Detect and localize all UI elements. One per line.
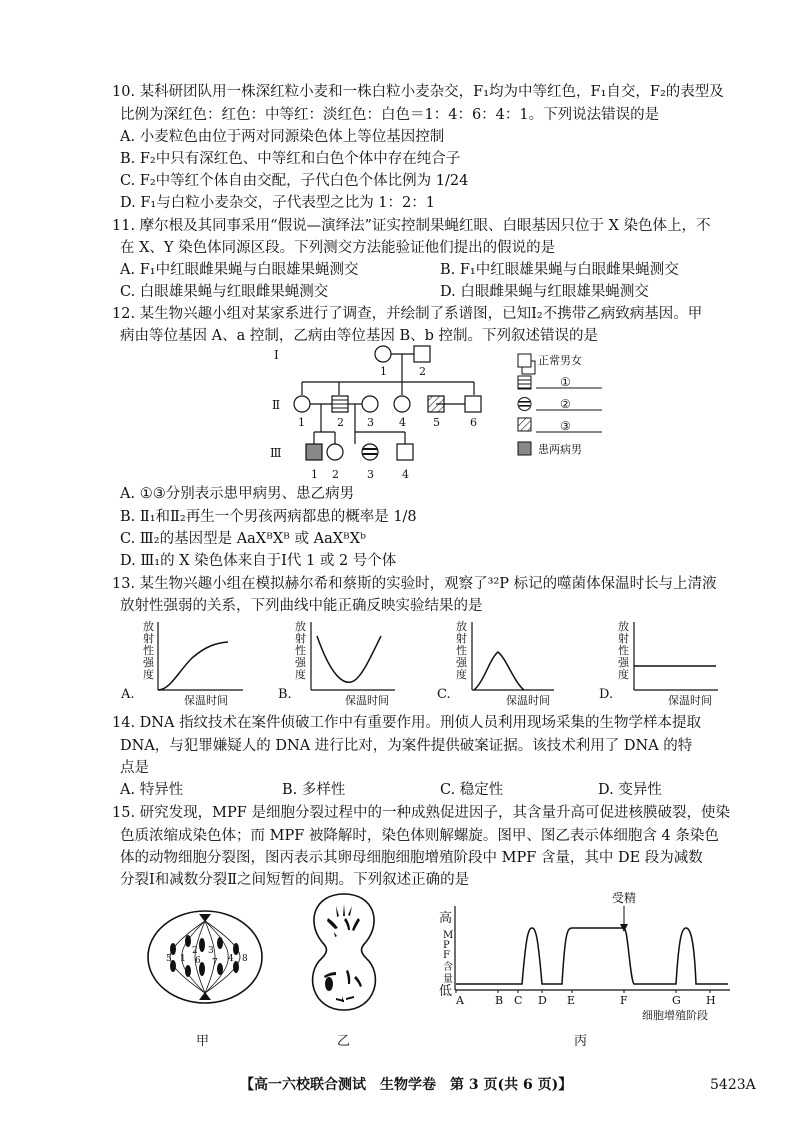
- mpf-fertilization-label: 受精: [612, 892, 637, 905]
- pedigree-II2-male-type1: [332, 396, 348, 412]
- fig-jia-caption: 甲: [196, 1034, 210, 1049]
- q13-stem-line1: 13. 某生物兴趣小组在模拟赫尔希和蔡斯的实验时，观察了³²P 标记的噬菌体保温时长与上清液: [112, 576, 717, 592]
- pedigree-I2-male: [414, 346, 430, 362]
- q11-option-a: A. F₁中红眼雌果蝇与白眼雄果蝇测交: [120, 262, 359, 278]
- svg-text:4: 4: [228, 954, 234, 964]
- mpf-y-high: 高: [439, 911, 453, 926]
- svg-text:射: 射: [618, 632, 629, 645]
- pedigree-I1-female: [375, 346, 391, 362]
- svg-text:性: 性: [295, 644, 306, 657]
- q13-curve-c: [474, 652, 524, 690]
- svg-text:强: 强: [456, 656, 467, 669]
- q13-curve-a: [158, 642, 228, 690]
- pedigree-gen-III-label: Ⅲ: [270, 446, 282, 460]
- pedigree-III1-male-both: [306, 444, 322, 460]
- footer-title: 【高一六校联合测试 生物学卷 第 3 页(共 6 页)】: [240, 1077, 573, 1093]
- svg-text:7: 7: [212, 958, 218, 968]
- q12-stem-line1: 12. 某生物兴趣小组对某家系进行了调查，并绘制了系谱图，已知Ⅰ₂不携带乙病致病基因。甲: [112, 306, 703, 322]
- pedigree-III4-male: [397, 444, 413, 460]
- pedigree-num: 2: [332, 468, 339, 481]
- mpf-point: C: [514, 994, 523, 1007]
- q12-option-b: B. Ⅱ₁和Ⅱ₂再生一个男孩两病都患的概率是 1/8: [120, 509, 417, 525]
- q13-graph-a: [118, 616, 253, 708]
- pedigree-II3-female: [362, 396, 378, 412]
- q13-graph-b: [275, 616, 410, 708]
- q10-stem-line2: 比例为深红色：红色：中等红：淡红色：白色＝1：4：6：4：1。下列说法错误的是: [120, 107, 660, 123]
- q13-stem-line2: 放射性强弱的关系，下列曲线中能正确反映实验结果的是: [120, 598, 483, 614]
- svg-text:性: 性: [143, 644, 154, 657]
- fig-jia-cell: [140, 905, 270, 1010]
- svg-text:射: 射: [295, 632, 306, 645]
- svg-text:P: P: [443, 940, 450, 951]
- fig-bing-caption: 丙: [574, 1034, 588, 1049]
- q13-graph-d: [596, 616, 731, 708]
- q10-option-b: B. F₂中只有深红色、中等红和白色个体中存在纯合子: [120, 151, 461, 167]
- pedigree-num: 3: [367, 468, 374, 481]
- fig-yi-cell: [296, 888, 392, 1016]
- svg-text:度: 度: [295, 668, 306, 681]
- svg-text:8: 8: [242, 954, 248, 964]
- svg-text:保温时间: 保温时间: [345, 694, 389, 707]
- q14-stem-line1: 14. DNA 指纹技术在案件侦破工作中有重要作用。刑侦人员利用现场采集的生物学样本提取: [112, 715, 702, 731]
- q14-option-d: D. 变异性: [598, 782, 662, 798]
- pedigree-III3-female-type2: [362, 444, 378, 460]
- svg-text:放: 放: [618, 620, 629, 633]
- svg-text:F: F: [443, 950, 450, 961]
- svg-text:5: 5: [166, 954, 172, 964]
- pedigree-gen-I-label: Ⅰ: [274, 348, 279, 362]
- pedigree-num: 6: [470, 416, 477, 429]
- mpf-point: G: [672, 994, 681, 1007]
- svg-text:放: 放: [143, 620, 154, 633]
- pedigree-gen-II-label: Ⅱ: [272, 398, 281, 412]
- q10-option-a: A. 小麦粒色由位于两对同源染色体上等位基因控制: [120, 129, 445, 145]
- mpf-point: E: [567, 994, 576, 1007]
- q13-option-a-label: A.: [121, 687, 135, 702]
- pedigree-num: 2: [337, 416, 344, 429]
- legend-type3-label: ③: [560, 419, 571, 433]
- mpf-point: F: [620, 994, 628, 1007]
- svg-text:性: 性: [456, 644, 467, 657]
- pedigree-num: 1: [311, 468, 318, 481]
- pedigree-num: 4: [399, 416, 406, 429]
- q14-stem-line3: 点是: [120, 760, 149, 776]
- svg-text:2: 2: [192, 946, 198, 956]
- q11-stem-line2: 在 X、Y 染色体同源区段。下列测交方法能验证他们提出的假说的是: [120, 240, 556, 256]
- svg-text:强: 强: [618, 656, 629, 669]
- q11-option-b: B. F₁中红眼雄果蝇与白眼雌果蝇测交: [440, 262, 679, 278]
- svg-text:量: 量: [443, 974, 453, 985]
- svg-text:保温时间: 保温时间: [184, 694, 228, 707]
- pedigree-II4-female: [394, 396, 410, 412]
- mpf-point: A: [456, 994, 464, 1007]
- fig-yi-caption: 乙: [337, 1034, 351, 1049]
- q13-option-b-label: B.: [278, 687, 292, 702]
- pedigree-III2-female: [327, 444, 343, 460]
- q15-stem-line2: 色质浓缩成染色体；而 MPF 被降解时，染色体则解螺旋。图甲、图乙表示体细胞含 4 条染色: [120, 828, 719, 844]
- q12-stem-line2: 病由等位基因 A、a 控制，乙病由等位基因 B、b 控制。下列叙述错误的是: [120, 328, 598, 344]
- svg-text:强: 强: [295, 656, 306, 669]
- svg-text:度: 度: [456, 668, 467, 681]
- pedigree-num: 1: [298, 416, 305, 429]
- pedigree-legend: [516, 350, 626, 466]
- pedigree-II5-male-type3: [428, 396, 444, 412]
- q13-graph-c: [434, 616, 569, 708]
- svg-text:保温时间: 保温时间: [506, 694, 550, 707]
- q11-option-d: D. 白眼雌果蝇与红眼雄果蝇测交: [440, 284, 649, 300]
- mpf-point: H: [706, 994, 716, 1007]
- q10-stem-line1: 10. 某科研团队用一株深红粒小麦和一株白粒小麦杂交，F₁均为中等红色，F₁自交，F₂的表型及: [112, 84, 724, 100]
- q13-option-d-label: D.: [599, 687, 614, 702]
- mpf-point: D: [538, 994, 547, 1007]
- svg-text:含: 含: [443, 962, 453, 973]
- q14-option-b: B. 多样性: [282, 782, 346, 798]
- svg-text:1: 1: [180, 954, 186, 964]
- pedigree-II1-female: [294, 396, 310, 412]
- q15-stem-line3: 体的动物细胞分裂图，图丙表示其卵母细胞细胞增殖阶段中 MPF 含量，其中 DE 段为减数: [120, 850, 703, 866]
- svg-text:6: 6: [195, 956, 201, 966]
- q10-option-d: D. F₁与白粒小麦杂交，子代表型之比为 1：2：1: [120, 195, 435, 211]
- footer-code: 5423A: [710, 1077, 756, 1093]
- q10-option-c: C. F₂中等红个体自由交配，子代白色个体比例为 1/24: [120, 173, 469, 189]
- mpf-y-low: 低: [439, 984, 453, 999]
- pedigree-II6-male: [465, 396, 481, 412]
- q13-curve-b: [317, 636, 381, 682]
- pedigree-num: 2: [419, 365, 426, 378]
- svg-text:放: 放: [456, 620, 467, 633]
- legend-type1-label: ①: [560, 375, 571, 389]
- legend-both-label: 患两病男: [538, 443, 582, 456]
- pedigree-num: 4: [402, 468, 409, 481]
- pedigree-num: 1: [380, 365, 387, 378]
- q15-stem-line1: 15. 研究发现，MPF 是细胞分裂过程中的一种成熟促进因子，其含量升高可促进核膜破裂，使染: [112, 805, 730, 821]
- q13-option-c-label: C.: [437, 687, 451, 702]
- svg-text:M: M: [443, 930, 454, 941]
- svg-text:射: 射: [456, 632, 467, 645]
- svg-text:强: 强: [143, 656, 154, 669]
- mpf-curve: [456, 928, 728, 984]
- svg-text:度: 度: [143, 668, 154, 681]
- svg-text:放: 放: [295, 620, 306, 633]
- legend-type2-label: ②: [560, 397, 571, 411]
- pedigree-num: 3: [367, 416, 374, 429]
- q12-option-d: D. Ⅲ₁的 X 染色体来自于Ⅰ代 1 或 2 号个体: [120, 553, 397, 569]
- mpf-point: B: [495, 994, 504, 1007]
- q12-option-c: C. Ⅲ₂的基因型是 AaXᴮXᴮ 或 AaXᴮXᵇ: [120, 531, 366, 547]
- svg-text:3: 3: [208, 946, 214, 956]
- q14-option-c: C. 稳定性: [440, 782, 504, 798]
- svg-text:度: 度: [618, 668, 629, 681]
- q15-stem-line4: 分裂Ⅰ和减数分裂Ⅱ之间短暂的间期。下列叙述正确的是: [120, 872, 470, 888]
- q11-stem-line1: 11. 摩尔根及其同事采用“假说—演绎法”证实控制果蝇红眼、白眼基因只位于 X 染色体上，不: [112, 218, 711, 234]
- mpf-chart: [432, 892, 742, 1022]
- legend-normal-label: 正常男女: [538, 354, 582, 367]
- svg-text:性: 性: [618, 644, 629, 657]
- svg-text:保温时间: 保温时间: [668, 694, 712, 707]
- svg-text:射: 射: [143, 632, 154, 645]
- mpf-x-label: 细胞增殖阶段: [642, 1009, 708, 1022]
- q11-option-c: C. 白眼雄果蝇与红眼雌果蝇测交: [120, 284, 329, 300]
- q14-option-a: A. 特异性: [120, 782, 184, 798]
- q12-option-a: A. ①③分别表示患甲病男、患乙病男: [120, 486, 355, 502]
- q14-stem-line2: DNA，与犯罪嫌疑人的 DNA 进行比对，为案件提供破案证据。该技术利用了 DNA 的特: [120, 738, 693, 754]
- pedigree-num: 5: [433, 416, 440, 429]
